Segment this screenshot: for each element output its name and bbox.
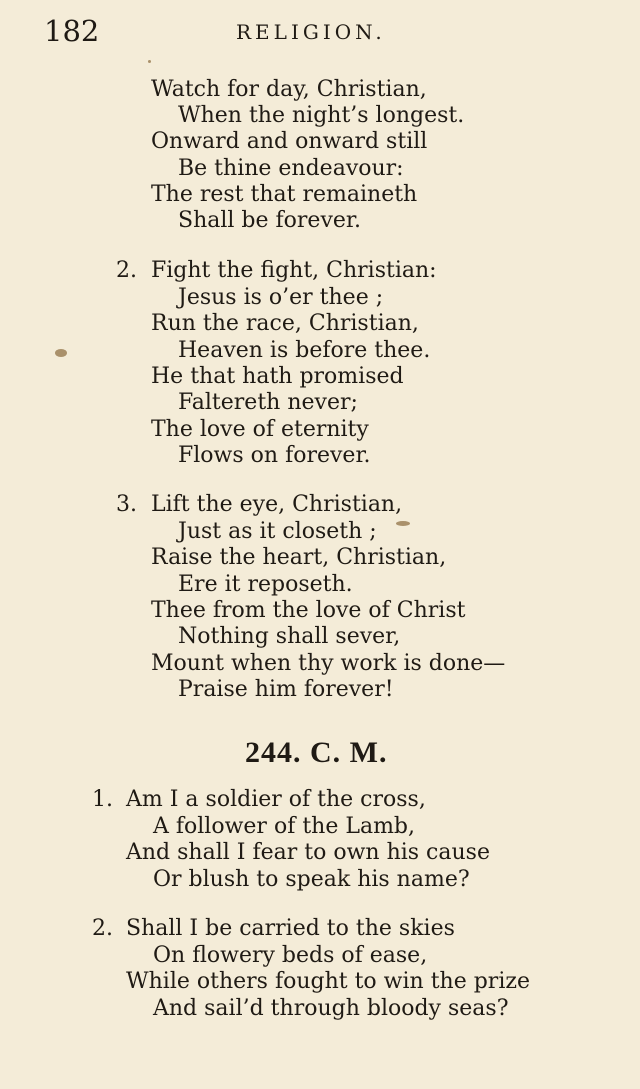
verse-line: Shall I be carried to the skies [126,916,455,941]
verse-line: Just as it closeth ; [178,519,377,544]
verse-line: Run the race, Christian, [151,311,419,336]
verse-line: A follower of the Lamb, [153,814,416,839]
running-title: RELIGION. [236,20,386,44]
verse-line: Fight the fight, Christian: [151,258,437,283]
verse-line: Praise him forever! [178,677,394,702]
verse-line: Shall be forever. [178,208,361,233]
verse-line: Watch for day, Christian, [151,77,427,102]
verse-line: Raise the heart, Christian, [151,545,447,570]
verse-line: Lift the eye, Christian, [151,492,403,517]
paper-stain [55,349,67,357]
verse-line: And shall I fear to own his cause [126,840,490,865]
paper-stain [396,521,410,526]
verse-line: While others fought to win the prize [126,969,530,994]
verse-line: Am I a soldier of the cross, [126,787,426,812]
verse-line: He that hath promised [151,364,404,389]
verse-number: 1. [92,787,113,812]
verse-number: 2. [92,916,113,941]
verse-line: Nothing shall sever, [178,624,401,649]
verse-line: Faltereth never; [178,390,358,415]
verse-number: 3. [116,492,137,517]
verse-number: 2. [116,258,137,283]
hymn-heading: 244. C. M. [245,736,388,769]
verse-line: And sail’d through bloody seas? [153,996,509,1021]
page-number: 182 [44,14,100,48]
paper-stain [148,60,151,63]
verse-line: When the night’s longest. [178,103,465,128]
verse-line: Ere it reposeth. [178,572,353,597]
verse-line: Jesus is o’er thee ; [178,285,384,310]
verse-line: Thee from the love of Christ [151,598,466,623]
verse-line: The love of eternity [151,417,369,442]
verse-line: On flowery beds of ease, [153,943,428,968]
verse-line: Flows on forever. [178,443,371,468]
verse-line: Be thine endeavour: [178,156,404,181]
verse-line: Or blush to speak his name? [153,867,470,892]
verse-line: Onward and onward still [151,129,428,154]
verse-line: Mount when thy work is done— [151,651,506,676]
verse-line: The rest that remaineth [151,182,418,207]
verse-line: Heaven is before thee. [178,338,431,363]
